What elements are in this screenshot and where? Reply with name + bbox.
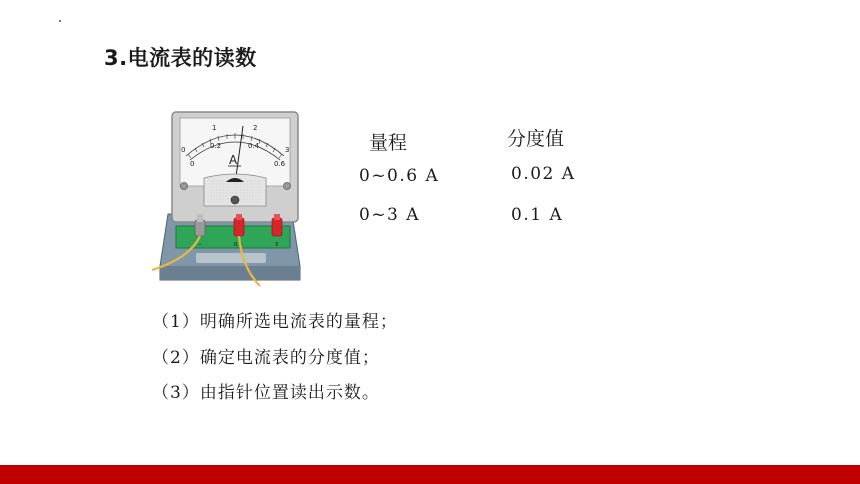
scale-bottom-label: 0.4 bbox=[248, 142, 260, 150]
unit-symbol: A bbox=[229, 153, 238, 167]
step-2: （2）确定电流表的分度值； bbox=[152, 348, 380, 368]
range-value-row-2: 0~3 A bbox=[359, 205, 421, 225]
division-value-row-2: 0.1 A bbox=[511, 205, 564, 225]
terminal-label: 0.6 bbox=[234, 242, 242, 248]
step-1: （1）明确所选电流表的量程； bbox=[152, 312, 398, 332]
range-value-row-1: 0~0.6 A bbox=[359, 166, 440, 186]
ammeter-illustration bbox=[150, 108, 310, 288]
scale-top-label: 1 bbox=[212, 124, 217, 132]
panel-screw bbox=[181, 183, 188, 190]
zero-adjust-screw bbox=[231, 196, 239, 204]
terminal-label: 3 bbox=[275, 242, 279, 248]
scale-top-label: 2 bbox=[253, 124, 258, 132]
scale-bottom-label: 0 bbox=[190, 160, 195, 168]
terminal-label: − bbox=[198, 242, 203, 248]
scale-bottom-label: 0.2 bbox=[210, 142, 222, 150]
scale-bottom-label: 0.6 bbox=[274, 160, 286, 168]
scale-top-label: 0 bbox=[181, 146, 186, 154]
decorative-dot bbox=[59, 20, 61, 22]
header-range: 量程 bbox=[369, 132, 408, 154]
ammeter-base-front bbox=[160, 266, 300, 280]
footer-bar bbox=[0, 465, 860, 484]
header-division: 分度值 bbox=[507, 128, 565, 150]
step-3: （3）由指针位置读出示数。 bbox=[152, 383, 380, 403]
base-foot bbox=[196, 253, 266, 263]
panel-screw bbox=[284, 183, 291, 190]
scale-top-label: 3 bbox=[285, 146, 290, 154]
division-value-row-1: 0.02 A bbox=[511, 164, 576, 184]
page-title: 3.电流表的读数 bbox=[104, 46, 257, 70]
